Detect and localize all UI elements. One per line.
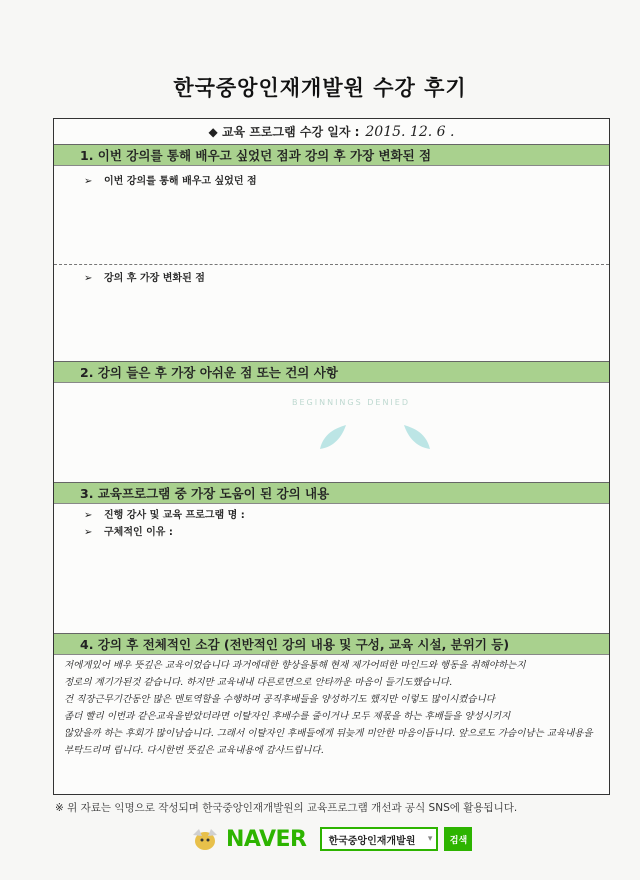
search-value: 한국중앙인재개발원 [328, 835, 416, 847]
review-form [53, 118, 610, 795]
naver-logo: NAVER [226, 826, 307, 852]
watermark-text: BEGINNINGS DENIED [292, 398, 411, 407]
section-4-heading: 4. 강의 후 전체적인 소감 (전반적인 강의 내용 및 구성, 교육 시설, 분위기 등) [54, 633, 609, 655]
watermark-logo [272, 391, 472, 461]
arrow-icon: ➢ [84, 527, 93, 538]
naver-search-banner [190, 824, 472, 854]
chevron-down-icon: ▾ [427, 834, 433, 844]
handwritten-line: 좀더 빨리 이번과 같은교육을받았더라면 이탈자인 후배수를 줄이거나 모두 제몫을 하는 후배들을 양성시키지 [64, 711, 511, 722]
leaf-icon [404, 425, 430, 449]
handwritten-line: 정로의 계기가된것 같습니다. 하지만 교육내내 다른로면으로 안타까운 마음이 들기도했습니다. [64, 677, 453, 688]
date-value: 2015. 12. 6 . [365, 123, 455, 140]
usage-notice: ※ 위 자료는 익명으로 작성되며 한국중앙인재개발원의 교육프로그램 개선과 공식 SNS에 활용됩니다. [55, 802, 518, 814]
divider [54, 264, 609, 265]
arrow-icon: ➢ [84, 176, 93, 187]
document-title: 한국중앙인재개발원 수강 후기 [173, 76, 467, 100]
section-2-heading: 2. 강의 들은 후 가장 아쉬운 점 또는 건의 사항 [54, 361, 609, 383]
handwritten-line: 부탁드리며 립니다. 다시한번 뜻깊은 교육내용에 감사드립니다. [64, 745, 324, 756]
handwritten-line: 건 직장근무기간동안 많은 멘토역할을 수행하며 공직후배들을 양성하기도 했지만 이렇도 많이시켰습니다 [64, 694, 495, 705]
section-1-sub-2: ➢ 강의 후 가장 변화된 점 [84, 273, 205, 284]
handwritten-line: 저에게있어 배우 뜻깊은 교육이었습니다 과거에대한 향상을통해 현재 제가어떠한 마인드와 행동을 취해야하는지 [64, 660, 526, 671]
date-label: ◆ 교육 프로그램 수강 일자 : [208, 125, 360, 139]
arrow-icon: ➢ [84, 510, 93, 521]
section-3-heading: 3. 교육프로그램 중 가장 도움이 된 강의 내용 [54, 482, 609, 504]
section-3-sub-1: ➢ 진행 강사 및 교육 프로그램 명 : [84, 510, 245, 521]
search-button[interactable]: 검색 [444, 827, 472, 851]
section-1-sub-1: ➢ 이번 강의를 통해 배우고 싶었던 점 [84, 176, 257, 187]
leaf-icon [320, 425, 346, 449]
arrow-icon: ➢ [84, 273, 93, 284]
date-row [54, 119, 609, 145]
handwritten-line: 않았을까 하는 후회가 많이남습니다. 그래서 이탈자인 후배들에게 뒤늦게 미안한 마음이듭니다. 앞으로도 가슴이남는 교육내용을 [64, 728, 593, 739]
naver-mascot-icon [190, 825, 220, 853]
section-1-heading: 1. 이번 강의를 통해 배우고 싶었던 점과 강의 후 가장 변화된 점 [54, 144, 609, 166]
search-input[interactable] [320, 827, 438, 851]
section-3-sub-2: ➢ 구체적인 이유 : [84, 527, 173, 538]
